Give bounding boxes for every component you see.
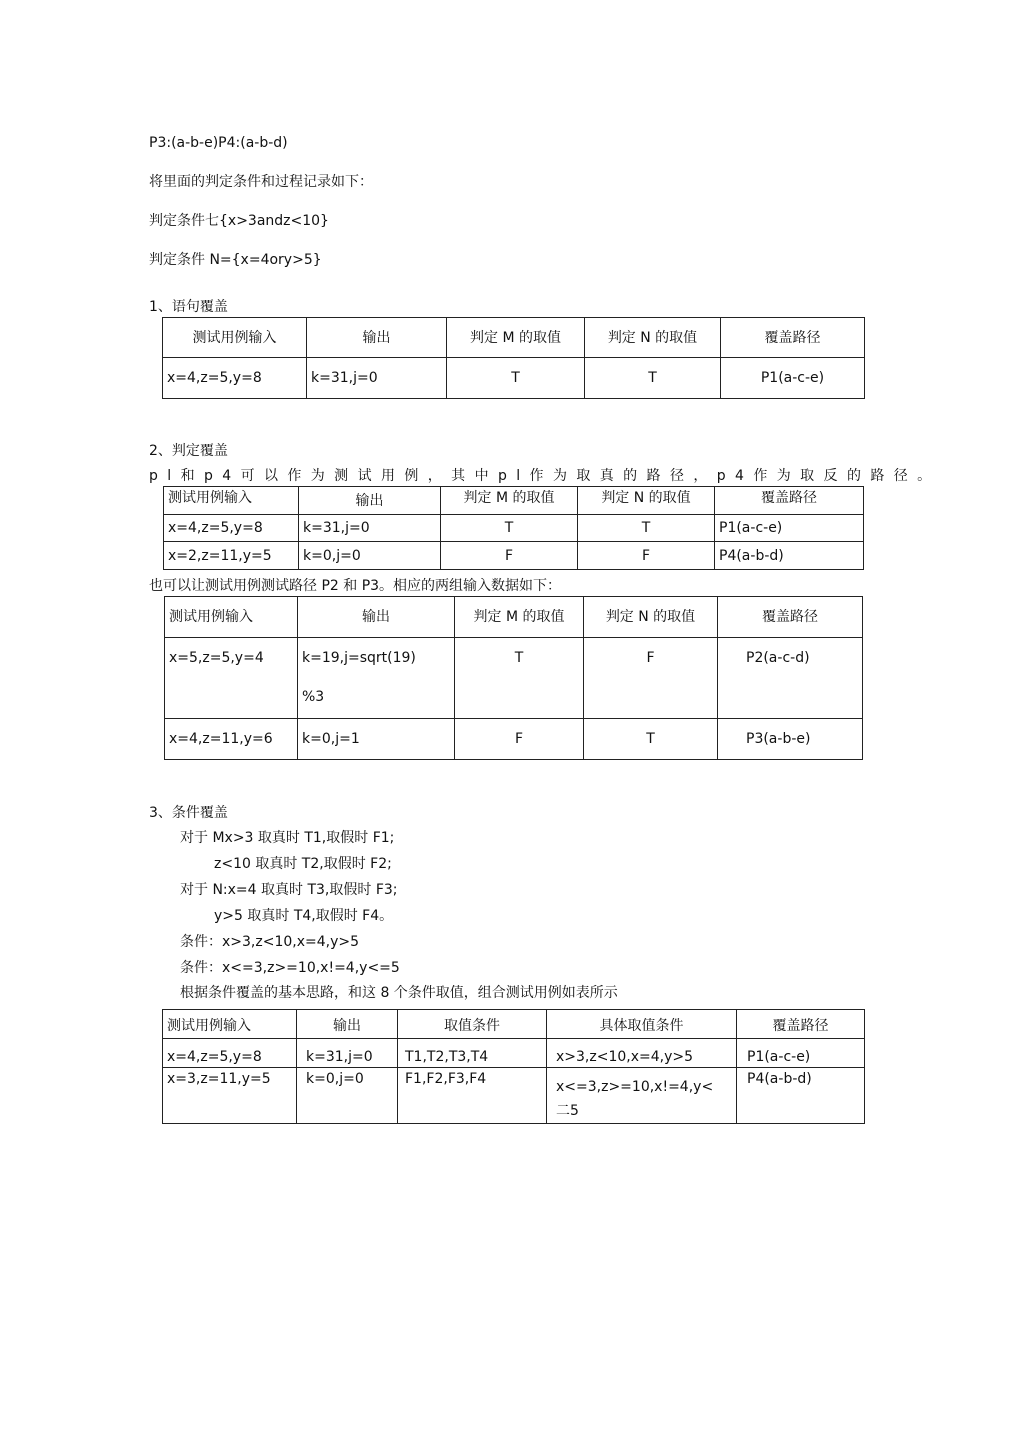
header-cell: 判定 M 的取值 (441, 487, 578, 515)
section2-alt-description: 也可以让测试用例测试路径 P2 和 P3。相应的两组输入数据如下： (149, 578, 562, 594)
n-value-cell: T (578, 515, 715, 542)
detail-line: 二5 (556, 1103, 579, 1119)
header-cell: 输出 (299, 487, 441, 515)
header-cell: 测试用例输入 (165, 597, 298, 638)
condition-line: 条件：x>3,z<10,x=4,y>5 (180, 934, 360, 950)
condition-line: 对于 N:x=4 取真时 T3,取假时 F3; (180, 882, 398, 898)
table-row (163, 1039, 865, 1068)
path-cell: P2(a-c-d) (718, 638, 863, 719)
value-condition-cell: T1,T2,T3,T4 (398, 1039, 547, 1068)
input-cell: x=3,z=11,y=5 (163, 1068, 297, 1124)
condition-n: 判定条件 N={x=4ory>5} (149, 252, 322, 268)
input-cell: x=4,z=5,y=8 (163, 1039, 297, 1068)
detail-line: x<=3,z>=10,x!=4,y< (556, 1079, 714, 1095)
table-header-row (163, 1010, 865, 1039)
path-cell: P1(a-c-e) (737, 1039, 865, 1068)
output-cell: k=31,j=0 (297, 1039, 398, 1068)
output-line: %3 (302, 689, 325, 705)
section3-heading: 3、条件覆盖 (149, 805, 228, 821)
header-cell: 测试用例输入 (163, 318, 307, 358)
output-line: k=19,j=sqrt(19) (302, 650, 416, 666)
header-cell: 覆盖路径 (721, 318, 865, 358)
input-cell: x=4,z=11,y=6 (165, 719, 298, 760)
path-cell: P1(a-c-e) (715, 515, 864, 542)
n-value-cell: T (584, 719, 718, 760)
m-value-cell: F (441, 542, 578, 570)
header-cell: 具体取值条件 (547, 1010, 737, 1039)
detail-condition-cell (547, 1068, 737, 1124)
value-condition-cell: F1,F2,F3,F4 (398, 1068, 547, 1124)
condition-line: 条件：x<=3,z>=10,x!=4,y<=5 (180, 960, 400, 976)
input-cell: x=2,z=11,y=5 (164, 542, 299, 570)
table-header-row (165, 597, 863, 638)
header-cell: 输出 (307, 318, 447, 358)
path-cell: P3(a-b-e) (718, 719, 863, 760)
paths-line: P3:(a-b-e)P4:(a-b-d) (149, 135, 288, 151)
table-header-row (164, 487, 864, 515)
output-cell (298, 638, 455, 719)
header-cell: 判定 N 的取值 (584, 597, 718, 638)
n-value-cell: T (585, 358, 721, 399)
input-cell: x=4,z=5,y=8 (163, 358, 307, 399)
table-row (164, 542, 864, 570)
m-value-cell: F (455, 719, 584, 760)
statement-coverage-table (162, 317, 865, 399)
table-row (165, 638, 863, 719)
header-cell: 判定 M 的取值 (455, 597, 584, 638)
input-cell: x=4,z=5,y=8 (164, 515, 299, 542)
header-cell: 判定 N 的取值 (578, 487, 715, 515)
output-cell: k=0,j=0 (299, 542, 441, 570)
condition-m: 判定条件七{x>3andz<10} (149, 213, 329, 229)
path-cell: P4(a-b-d) (715, 542, 864, 570)
condition-line: 根据条件覆盖的基本思路，和这 8 个条件取值，组合测试用例如表所示 (180, 985, 618, 1001)
output-cell: k=0,j=0 (297, 1068, 398, 1124)
header-cell: 判定 N 的取值 (585, 318, 721, 358)
table-header-row (163, 318, 865, 358)
n-value-cell: F (584, 638, 718, 719)
condition-line: z<10 取真时 T2,取假时 F2; (214, 856, 392, 872)
header-cell: 覆盖路径 (737, 1010, 865, 1039)
path-cell: P1(a-c-e) (721, 358, 865, 399)
section2-description: pl和p4可以作为测试用例，其中pl作为取真的路径，p4作为取反的路径。 (149, 468, 941, 484)
decision-coverage-alt-table (164, 596, 863, 760)
table-row (163, 358, 865, 399)
header-cell: 判定 M 的取值 (447, 318, 585, 358)
table-row (165, 719, 863, 760)
header-cell: 输出 (297, 1010, 398, 1039)
detail-condition-cell: x>3,z<10,x=4,y>5 (547, 1039, 737, 1068)
header-cell: 取值条件 (398, 1010, 547, 1039)
condition-coverage-table (162, 1009, 865, 1124)
input-cell: x=5,z=5,y=4 (165, 638, 298, 719)
n-value-cell: F (578, 542, 715, 570)
header-cell: 测试用例输入 (163, 1010, 297, 1039)
record-line: 将里面的判定条件和过程记录如下： (149, 174, 373, 190)
header-cell: 覆盖路径 (718, 597, 863, 638)
m-value-cell: T (441, 515, 578, 542)
table-row (164, 515, 864, 542)
header-cell: 测试用例输入 (164, 487, 299, 515)
header-cell: 输出 (298, 597, 455, 638)
header-cell: 覆盖路径 (715, 487, 864, 515)
condition-line: y>5 取真时 T4,取假时 F4。 (214, 908, 394, 924)
condition-line: 对于 Mx>3 取真时 T1,取假时 F1; (180, 830, 395, 846)
table-row (163, 1068, 865, 1124)
section1-heading: 1、语句覆盖 (149, 299, 228, 315)
output-cell: k=31,j=0 (299, 515, 441, 542)
decision-coverage-table (163, 486, 864, 570)
output-cell: k=0,j=1 (298, 719, 455, 760)
path-cell: P4(a-b-d) (737, 1068, 865, 1124)
m-value-cell: T (455, 638, 584, 719)
section2-heading: 2、判定覆盖 (149, 443, 228, 459)
output-cell: k=31,j=0 (307, 358, 447, 399)
m-value-cell: T (447, 358, 585, 399)
